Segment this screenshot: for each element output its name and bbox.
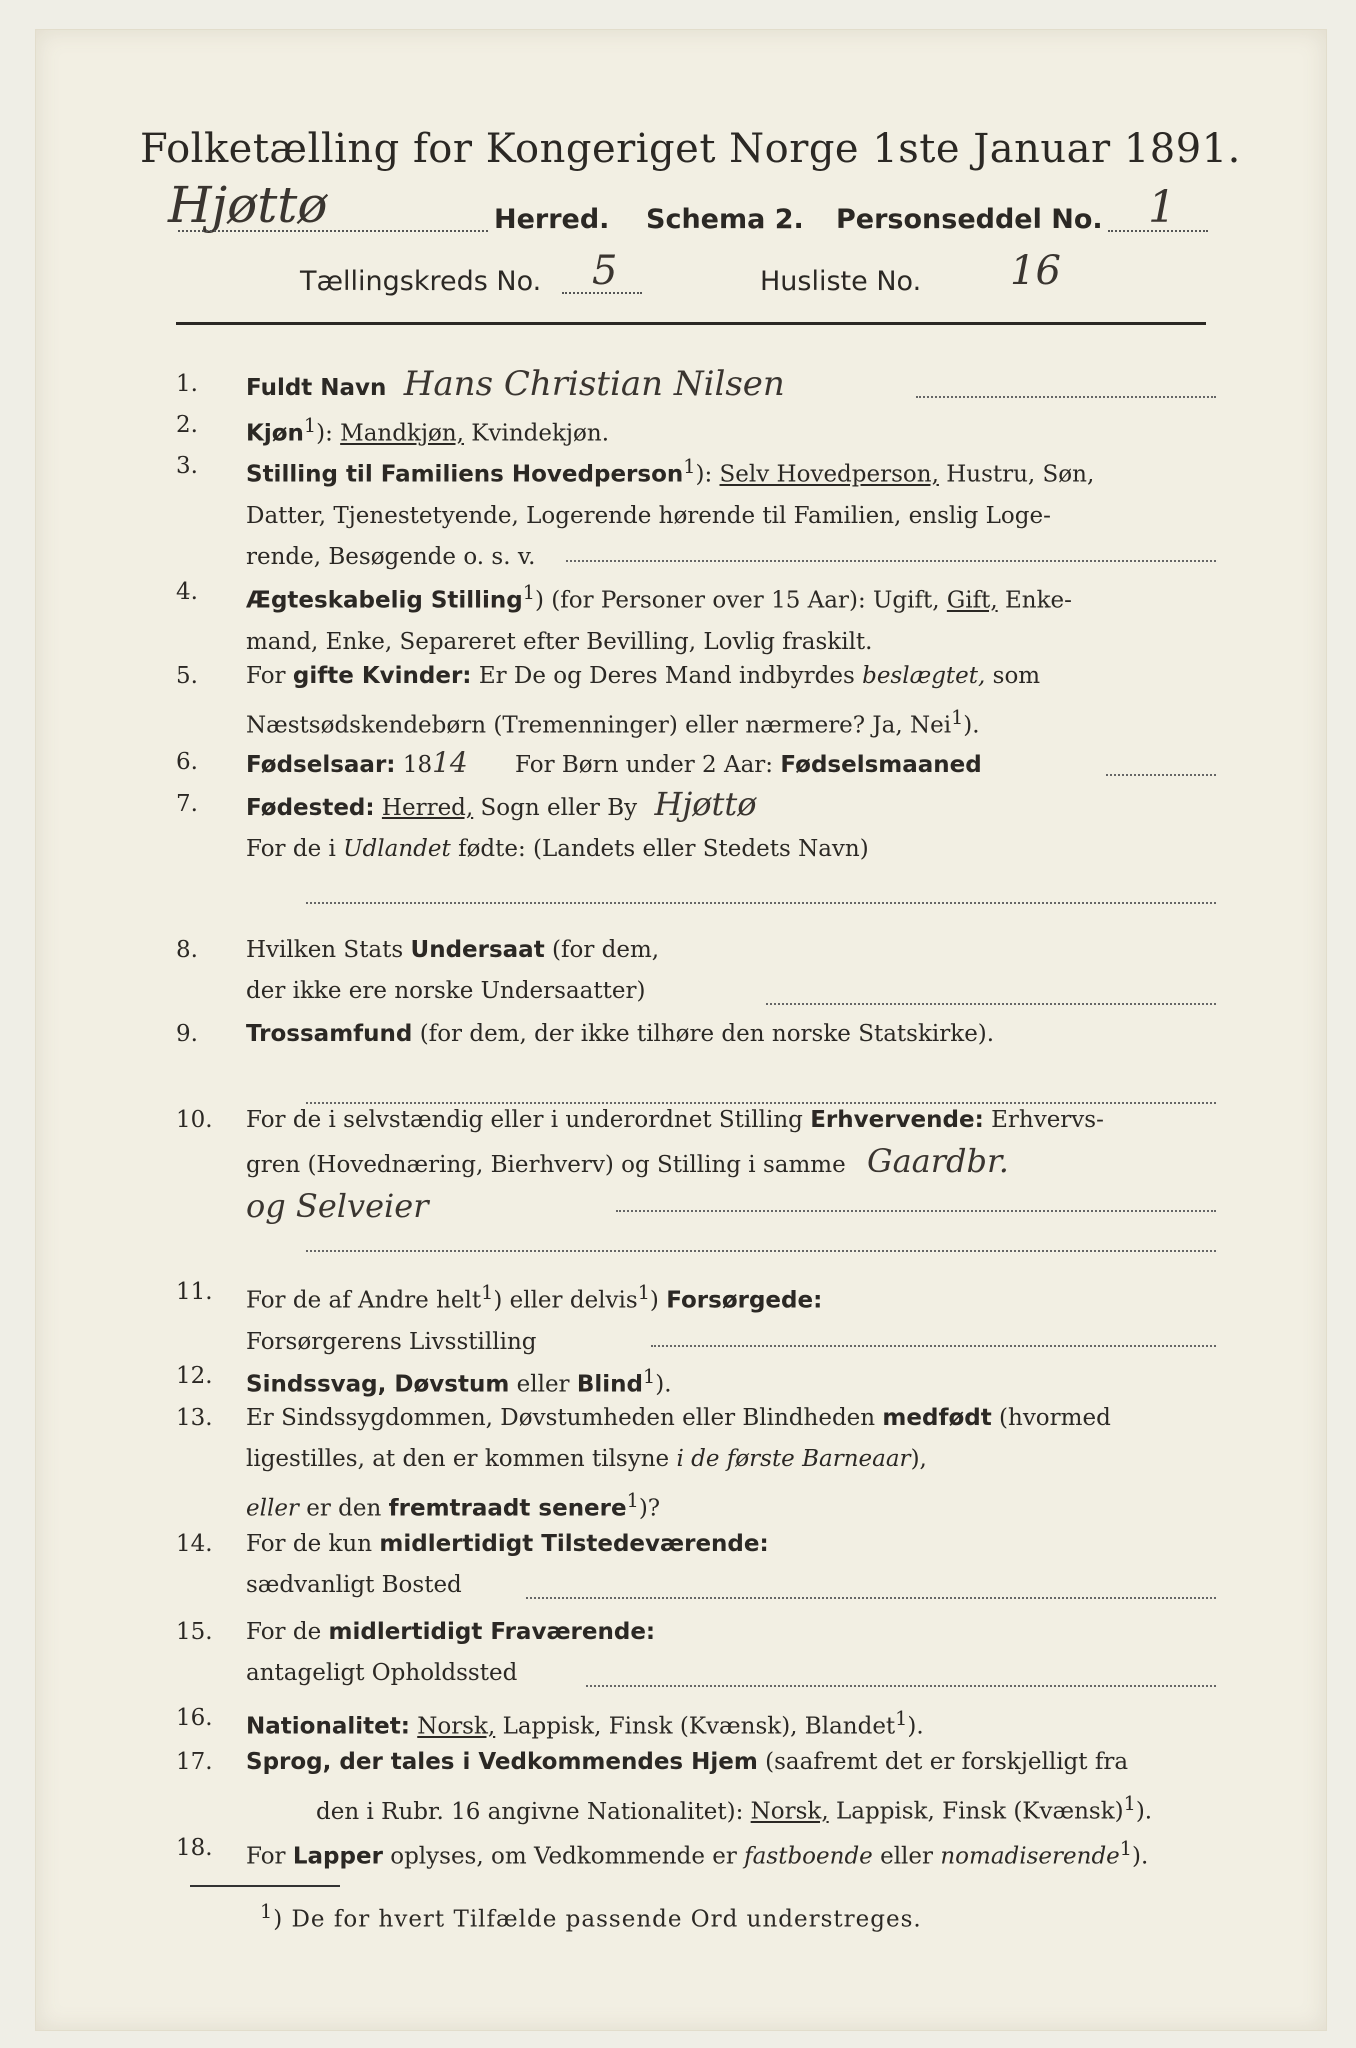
item-text: ). [963, 712, 980, 739]
item-4 [176, 572, 1216, 654]
item-text: Forsørgerens Livsstilling [246, 1328, 537, 1355]
selected-option: Norsk, [750, 1798, 829, 1825]
occupation-value-2: og Selveier [246, 1187, 429, 1225]
item-text: (for dem, der ikke tilhøre den norske Statskirke). [419, 1021, 995, 1047]
herred-dots [178, 230, 488, 232]
item-label: Fødested: [246, 795, 375, 821]
item-text: i de første Barneaar [676, 1446, 911, 1472]
item-number: 3. [176, 453, 198, 479]
item-text: rende, Besøgende o. s. v. [246, 543, 536, 570]
item-label: Blind [576, 1371, 644, 1398]
item-text: Lappisk, Finsk (Kvænsk) [835, 1798, 1124, 1825]
item-label: Kjøn [246, 420, 304, 447]
item-text: 18 [402, 752, 433, 778]
item-text: For de i [246, 836, 336, 862]
item-2 [176, 405, 1216, 446]
dotted-line [306, 902, 1216, 904]
dotted-line [616, 1210, 1216, 1212]
dotted-line [306, 1250, 1216, 1252]
item-text: fastboende [744, 1843, 873, 1870]
item-text: For de [246, 1619, 322, 1645]
item-text: (saafremt det er forskjelligt fra [765, 1749, 1129, 1775]
item-text: sædvanligt Bosted [246, 1572, 462, 1598]
kreds-value: 5 [592, 248, 618, 294]
item-number: 15. [176, 1619, 213, 1645]
personseddel-dots [1108, 230, 1208, 232]
item-10 [176, 1100, 1216, 1240]
item-text: Udlandet [343, 836, 451, 862]
item-text: (for dem, [552, 937, 660, 963]
footnote-mark: 1 [895, 1707, 908, 1730]
husliste-label: Husliste No. [760, 266, 922, 297]
footnote-mark: 1 [522, 581, 535, 604]
item-text: (hvormed [999, 1405, 1111, 1431]
footnote-mark: 1 [303, 414, 317, 437]
item-text: fødte: (Landets eller Stedets Navn) [458, 836, 869, 862]
item-text: ): [316, 420, 333, 447]
item-number: 18. [176, 1835, 213, 1861]
item-label: Ægteskabelig Stilling [246, 587, 523, 614]
item-label: Fuldt Navn [246, 375, 387, 401]
selected-option: Selv Hovedperson, [719, 461, 939, 488]
item-1 [176, 364, 1216, 405]
item-number: 14. [176, 1531, 213, 1557]
item-text: For Børn under 2 Aar: [515, 752, 774, 778]
item-text: som [992, 663, 1041, 689]
item-14 [176, 1524, 1216, 1606]
item-label: Fødselsmaaned [780, 752, 982, 778]
item-text: Er Sindssygdommen, Døvstumheden eller Blindheden [246, 1405, 876, 1431]
item-text: ) (for Personer over 15 Aar): Ugift, [534, 587, 940, 614]
item-number: 7. [176, 791, 198, 817]
item-text: Hustru, Søn, [946, 461, 1095, 488]
item-text: ). [655, 1371, 672, 1398]
item-text: ): [695, 461, 713, 488]
item-text: den i Rubr. 16 angivne Nationalitet): [316, 1798, 744, 1825]
item-text: eller [516, 1371, 570, 1398]
dotted-line [526, 1597, 1216, 1599]
item-text: For de i selvstændig eller i underordnet Stilling [246, 1107, 803, 1133]
item-number: 16. [176, 1705, 213, 1731]
footnote-rule [190, 1885, 340, 1887]
item-15 [176, 1612, 1216, 1694]
item-label: Stilling til Familiens Hovedperson [246, 461, 684, 488]
item-number: 2. [176, 412, 198, 438]
header-rule [176, 322, 1206, 325]
item-text: For [246, 663, 286, 689]
item-text: ), [910, 1446, 927, 1472]
item-label: Trossamfund [246, 1021, 413, 1047]
item-number: 13. [176, 1405, 213, 1431]
item-number: 5. [176, 663, 198, 689]
item-8 [176, 930, 1216, 1012]
herred-row [168, 176, 1208, 246]
footnote-mark: 1 [643, 1365, 656, 1388]
item-18 [176, 1828, 1216, 1869]
item-label: fremtraadt senere [388, 1495, 627, 1522]
item-text: Hvilken Stats [246, 937, 404, 963]
herred-value: Hjøttø [168, 176, 328, 234]
item-11 [176, 1272, 1216, 1354]
footnote-mark: 1 [626, 1489, 639, 1512]
dotted-line [916, 396, 1216, 398]
option: Kvindekjøn. [471, 420, 610, 447]
footnote-mark: 1 [951, 706, 964, 729]
item-text: For de kun [246, 1531, 373, 1557]
footnote-mark: 1 [1123, 1792, 1136, 1815]
item-label: Lapper [292, 1843, 383, 1870]
item-label: Erhvervende: [810, 1107, 984, 1133]
footnote-mark: 1 [481, 1281, 494, 1304]
item-13 [176, 1398, 1216, 1521]
item-number: 9. [176, 1021, 198, 1047]
item-text: beslægtet, [862, 663, 986, 689]
item-label: Sindssvag, Døvstum [246, 1371, 510, 1398]
personseddel-value: 1 [1148, 182, 1176, 233]
selected-option: Mandkjøn, [340, 420, 464, 447]
footnote-mark: 1 [1119, 1837, 1132, 1860]
item-text: ligestilles, at den er kommen tilsyne [246, 1446, 670, 1472]
item-label: Sprog, der tales i Vedkommendes Hjem [246, 1749, 758, 1775]
item-number: 4. [176, 579, 198, 605]
item-6 [176, 742, 1216, 783]
item-text: ) eller delvis [493, 1287, 638, 1314]
schema-label: Schema 2. [646, 204, 804, 235]
dotted-line [1106, 774, 1216, 776]
item-number: 12. [176, 1363, 213, 1389]
item-12 [176, 1356, 1216, 1397]
item-text: Datter, Tjenestetyende, Logerende hørende til Familien, enslig Loge- [246, 502, 1051, 529]
name-value: Hans Christian Nilsen [403, 364, 785, 404]
item-text: Lappisk, Finsk (Kvænsk), Blandet [502, 1713, 896, 1740]
personseddel-label: Personseddel No. [836, 204, 1103, 235]
item-text: nomadiserende [940, 1843, 1120, 1870]
kreds-dots [562, 292, 642, 294]
item-text: gren (Hovednæring, Bierhverv) og Stilling i samme [246, 1152, 846, 1178]
husliste-value: 16 [1010, 248, 1061, 294]
item-text: er den [306, 1495, 382, 1522]
footnote-mark: 1 [260, 1900, 274, 1923]
item-text: eller [880, 1843, 934, 1870]
item-text: mand, Enke, Separeret efter Bevilling, Lovlig fraskilt. [246, 628, 873, 655]
footnote-text: ) De for hvert Tilfælde passende Ord understreges. [273, 1906, 922, 1933]
dotted-line [586, 1685, 1216, 1687]
birthplace-value: Hjøttø [654, 785, 757, 823]
item-text: Erhvervs- [991, 1107, 1104, 1133]
item-number: 8. [176, 937, 198, 963]
item-number: 1. [176, 371, 198, 397]
selected-option: Herred, [381, 795, 474, 821]
dotted-line [566, 560, 1216, 562]
item-text: ). [1135, 1798, 1153, 1825]
item-text: ). [1131, 1843, 1149, 1870]
occupation-value: Gaardbr. [867, 1142, 1009, 1180]
item-text: der ikke ere norske Undersaatter) [246, 978, 646, 1004]
form-title: Folketælling for Kongeriget Norge 1ste Januar 1891. [140, 126, 1241, 172]
item-label: Undersaat [410, 937, 545, 963]
footnote-mark: 1 [637, 1281, 650, 1304]
item-text: For de af Andre helt [246, 1287, 482, 1314]
item-5 [176, 656, 1216, 738]
kreds-label: Tællingskreds No. [300, 266, 542, 297]
item-number: 6. [176, 749, 198, 775]
item-label: midlertidigt Fraværende: [328, 1619, 656, 1645]
item-text: )? [638, 1495, 661, 1522]
birth-year-value: 14 [432, 746, 468, 779]
dotted-line [766, 1003, 1216, 1005]
kreds-row [300, 248, 1100, 308]
selected-option: Norsk, [417, 1713, 496, 1740]
item-7 [176, 784, 1216, 910]
item-number: 17. [176, 1749, 213, 1775]
item-16 [176, 1698, 1216, 1739]
item-text: eller [246, 1495, 299, 1522]
item-label: midlertidigt Tilstedeværende: [379, 1531, 769, 1557]
herred-label: Herred. [494, 204, 610, 235]
item-number: 11. [176, 1279, 213, 1305]
item-text: ). [907, 1713, 924, 1740]
item-text: Er De og Deres Mand indbyrdes [478, 663, 855, 689]
item-label: Fødselsaar: [246, 752, 396, 778]
item-text: Næstsødskendebørn (Tremenninger) eller nærmere? Ja, Nei [246, 712, 952, 739]
selected-option: Gift, [946, 587, 998, 614]
item-label: Forsørgede: [666, 1287, 823, 1314]
item-text: antageligt Opholdssted [246, 1660, 518, 1686]
item-text: For [246, 1843, 286, 1870]
item-text: Enke- [1004, 587, 1072, 614]
item-label: medfødt [882, 1405, 992, 1431]
item-label: gifte Kvinder: [292, 663, 472, 689]
item-text: ) [649, 1287, 659, 1314]
item-text: oplyses, om Vedkommende er [390, 1843, 737, 1870]
item-text: Sogn eller By [480, 795, 638, 821]
item-3 [176, 446, 1216, 569]
footnote-mark: 1 [683, 455, 696, 478]
footnote [260, 1900, 922, 1933]
item-number: 10. [176, 1107, 213, 1133]
item-label: Nationalitet: [246, 1713, 410, 1740]
item-9 [176, 1014, 1216, 1055]
item-17 [176, 1742, 1216, 1824]
dotted-line [651, 1345, 1216, 1347]
